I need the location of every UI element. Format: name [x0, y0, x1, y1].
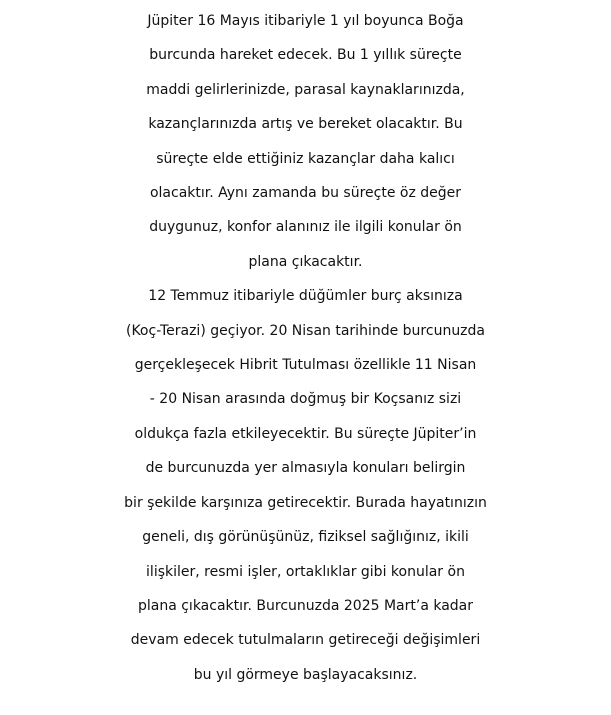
text-line: bir şekilde karşınıza getirecektir. Burada hayatınızın — [124, 494, 487, 511]
text-line: geneli, dış görünüşünüz, fiziksel sağlığınız, ikili — [142, 529, 469, 546]
text-line: oldukça fazla etkileyecektir. Bu süreçte Jüpiter’in — [134, 425, 477, 442]
text-line: devam edecek tutulmaların getireceği değişimleri — [130, 632, 481, 649]
text-line: de burcunuzda yer almasıyla konuları belirgin — [145, 460, 466, 477]
paragraph-nodes-eclipse — [0, 279, 611, 692]
text-line: kazançlarınızda artış ve bereket olacaktır. Bu — [148, 116, 463, 133]
text-line: olacaktır. Aynı zamanda bu süreçte öz değer — [149, 185, 462, 202]
text-line: (Koç-Terazi) geçiyor. 20 Nisan tarihinde burcunuzda — [125, 322, 486, 339]
text-line: 12 Temmuz itibariyle düğümler burç aksınıza — [148, 288, 463, 305]
text-line: Jüpiter 16 Mayıs itibariyle 1 yıl boyunca Boğa — [147, 13, 464, 29]
text-line: plana çıkacaktır. Burcunuzda 2025 Mart’a kadar — [137, 597, 474, 614]
text-line: maddi gelirlerinizde, parasal kaynaklarınızda, — [146, 81, 465, 98]
text-line: plana çıkacaktır. — [248, 253, 363, 270]
text-line: duygunuz, konfor alanınız ile ilgili konular ön — [149, 219, 462, 236]
paragraph-jupiter — [0, 4, 611, 279]
text-line: - 20 Nisan arasında doğmuş bir Koçsanız sizi — [149, 391, 462, 408]
text-line: ilişkiler, resmi işler, ortaklıklar gibi konular ön — [146, 563, 465, 580]
text-line: burcunda hareket edecek. Bu 1 yıllık süreçte — [149, 47, 462, 64]
text-line: süreçte elde ettiğiniz kazançlar daha kalıcı — [156, 150, 455, 167]
text-line: bu yıl görmeye başlayacaksınız. — [193, 666, 418, 683]
text-line: gerçekleşecek Hibrit Tutulması özellikle 11 Nisan — [134, 357, 477, 374]
